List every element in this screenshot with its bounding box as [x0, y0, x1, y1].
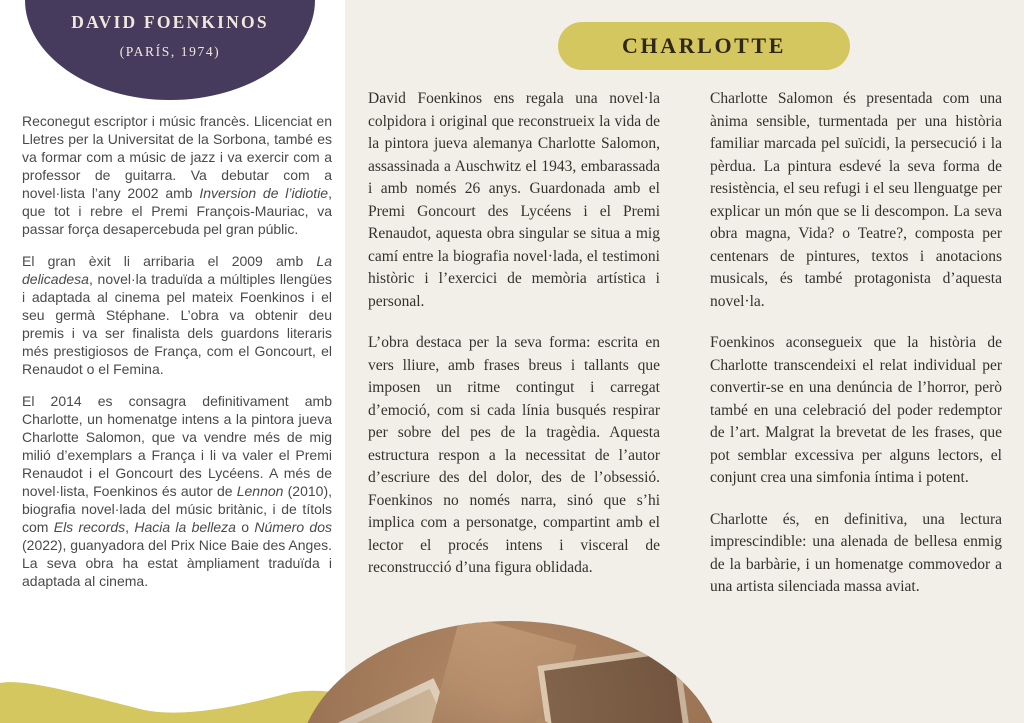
paragraph: L’obra destaca per la seva forma: escrita en vers lliure, amb frases breus i tallants que imposen un ritme contingut i carregat d’emoció, com si cada línia busqués respirar per sobre del pes de la tragèdia. Aquesta estructura respon a la necessitat de l’autor d’escriure des del dolor, des de l’obsessió. Foenkinos no només narra, sinó que s’hi implica com a personatge, compartint amb el lector el procés intens i visceral de reconstrucció d’una figura oblidada.: [368, 334, 660, 576]
review-column-2: [710, 88, 1002, 618]
paragraph: El 2014 es consagra definitivament amb Charlotte, un homenatge intens a la pintora jueva Charlotte Salomon, que va vendre més de mig milió d’exemplars a França i li va valer el Premi Renaudot i el Goncourt des Lycéens. A més de novel·lista, Foenkinos és autor de Lennon (2010), biografia novel·lada del músic britànic, i de títols com Els records, Hacia la belleza o Número dos (2022), guanyadora del Prix Nice Baie des Anges. La seva obra ha estat àmpliament traduïda i adaptada al cinema.: [22, 393, 333, 589]
book-title: CHARLOTTE: [622, 33, 786, 58]
paragraph: Charlotte Salomon és presentada com una ànima sensible, turmentada per una història familiar marcada pel suïcidi, la persecució i la pèrdua. La pintura esdevé la seva forma de resistència, el seu refugi i el seu llenguatge per explicar un món que se li descompon. La seva obra magna, Vida? o Teatre?, composta per centenars de pintures, textos i anotacions musicals, és també protagonista d’aquesta novel·la.: [710, 90, 1002, 310]
review-column-1: [368, 88, 660, 599]
author-header-blob: [25, 0, 315, 100]
paragraph: Foenkinos aconsegueix que la història de Charlotte transcendeixi el relat individual per convertir-se en una denúncia de l’horror, però també en una celebració del poder redemptor de l’art. Malgrat la brevetat de les frases, que pot semblar excessiva per alguns lectors, el conjunt crea una simfonia íntima i potent.: [710, 334, 1002, 486]
paragraph: Charlotte és, en definitiva, una lectura imprescindible: una alenada de bellesa enmig de la barbàrie, i un homenatge commovedor a una artista silenciada massa aviat.: [710, 510, 1002, 595]
author-birthplace: (PARÍS, 1974): [119, 44, 221, 59]
paragraph: David Foenkinos ens regala una novel·la colpidora i original que reconstrueix la vida de la pintora jueva alemanya Charlotte Salomon, assassinada a Auschwitz el 1943, embarassada i amb només 26 anys. Guardonada amb el Premi Goncourt des Lycéens i el Premi Renaudot, aquesta obra singular se situa a mig camí entre la biografia novel·lada, el testimoni històric i l’exercici de memòria artística i personal.: [368, 90, 660, 310]
author-header: [25, 0, 315, 60]
book-title-pill: [558, 22, 850, 70]
paragraph: Reconegut escriptor i músic francès. Llicenciat en Lletres per la Universitat de la Sorbona, també es va formar com a músic de jazz i va exercir com a professor de guitarra. Va debutar com a novel·lista l’any 2002 amb Inversion de l’idiotie, que tot i rebre el Premi François-Mauriac, va passar força desapercebuda pel gran públic.: [22, 113, 332, 237]
author-name: DAVID FOENKINOS: [71, 12, 269, 32]
paragraph: El gran èxit li arribaria el 2009 amb La delicadesa, novel·la traduïda a múltiples llengües i adaptada al cinema pel mateix Foenkinos i el seu germà Stéphane. L’obra va obtenir deu premis i va ser finalista dels guardons literaris més prestigiosos de França, com el Goncourt, el Renaudot o el Femina.: [22, 253, 332, 377]
vintage-photos-image: [298, 621, 722, 723]
sepia-tone-overlay: [298, 621, 722, 723]
author-biography: [22, 112, 332, 604]
